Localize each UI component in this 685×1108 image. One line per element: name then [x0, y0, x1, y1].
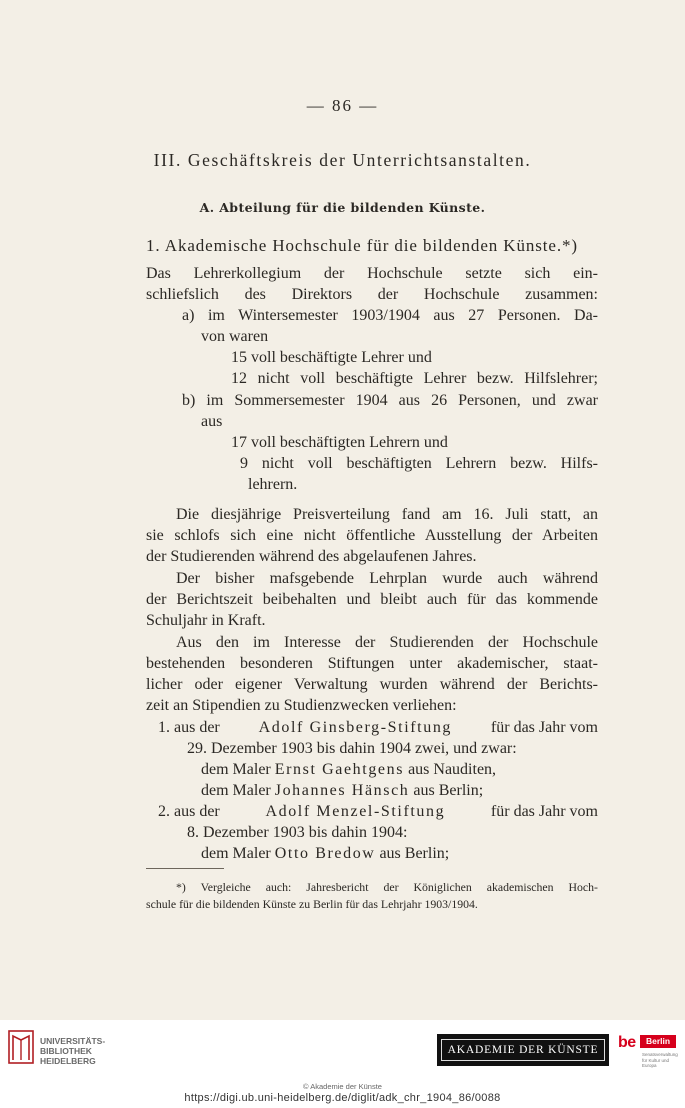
list-item-a: a) im Wintersemester 1903/1904 aus 27 Personen. Da- — [182, 307, 598, 324]
copyright: © Akademie der Künste — [303, 1082, 382, 1091]
item-text: aus Berlin; — [379, 845, 450, 862]
foundation-name: Adolf Ginsberg-Stiftung — [258, 719, 453, 736]
logo-line: BIBLIOTHEK — [40, 1046, 92, 1056]
body-line: der Studierenden während des abgelaufenen Jahres. — [146, 548, 477, 565]
stipend-item-2 — [158, 803, 598, 821]
list-item-b: b) im Sommersemester 1904 aus 26 Personen, und zwar — [182, 392, 598, 409]
recipient-name: Otto Bredow — [274, 845, 376, 862]
body-line: von waren — [201, 328, 269, 345]
body-line: 17 voll beschäftigten Lehrern und — [231, 434, 448, 451]
item-text: für das Jahr vom — [490, 719, 598, 736]
body-line: 29. Dezember 1903 bis dahin 1904 zwei, und zwar: — [187, 740, 517, 757]
item-text: für das Jahr vom — [490, 803, 598, 820]
footnote-line: schule für die bildenden Künste zu Berlin für das Lehrjahr 1903/1904. — [146, 897, 478, 911]
berlin-logo-be: be — [618, 1034, 636, 1051]
body-line: 15 voll beschäftigte Lehrer und — [231, 349, 432, 366]
akademie-logo[interactable] — [437, 1034, 609, 1066]
item-text: dem Maler — [201, 845, 271, 862]
recipient-name: Ernst Gaehtgens — [274, 761, 405, 778]
caption-line: für Kultur und Europa — [642, 1057, 670, 1068]
berlin-logo-box: Berlin — [640, 1035, 676, 1048]
body-line: 8. Dezember 1903 bis dahin 1904: — [187, 824, 408, 841]
body-line: sie schlofs sich eine nicht öffentliche Ausstellung der Arbeiten — [146, 527, 598, 544]
body-line: lehrern. — [248, 476, 298, 493]
recipient-line — [201, 782, 483, 800]
university-library-logo-text — [40, 1036, 105, 1066]
body-line: aus — [201, 413, 223, 430]
footnote-divider — [146, 868, 224, 869]
body-line: licher oder eigener Verwaltung wurden während der Berichts- — [146, 676, 598, 693]
body-line: Schuljahr in Kraft. — [146, 612, 266, 629]
berlin-logo-caption — [642, 1052, 678, 1069]
berlin-logo[interactable] — [618, 1034, 678, 1068]
body-line: schliefslich des Direktors der Hochschule zusammen: — [146, 286, 598, 303]
item-text: aus Nauditen, — [408, 761, 497, 778]
recipient-name: Johannes Hänsch — [274, 782, 410, 799]
body-line: der Berichtszeit beibehalten und bleibt auch für das kommende — [146, 591, 598, 608]
caption-line: Senatsverwaltung — [642, 1052, 678, 1057]
subsection-title: A. Abteilung für die bildenden Künste. — [199, 200, 486, 215]
permalink[interactable]: https://digi.ub.uni-heidelberg.de/diglit/adk_chr_1904_86/0088 — [184, 1092, 501, 1104]
body-line: zeit an Stipendien zu Studienzwecken verliehen: — [146, 697, 457, 714]
foundation-name: Adolf Menzel-Stiftung — [265, 803, 446, 820]
stipend-item-1 — [158, 719, 598, 737]
footnote-line: *) Vergleiche auch: Jahresbericht der Königlichen akademischen Hoch- — [176, 880, 598, 894]
recipient-line — [201, 845, 449, 863]
page-number: — 86 — — [306, 96, 379, 115]
section-title: III. Geschäftskreis der Unterrichtsanstalten. — [153, 150, 532, 170]
item-text: dem Maler — [201, 782, 271, 799]
body-line: Aus den im Interesse der Studierenden der Hochschule — [176, 634, 598, 651]
item-text: dem Maler — [201, 761, 271, 778]
body-line: Das Lehrerkollegium der Hochschule setzte sich ein- — [146, 265, 598, 282]
recipient-line — [201, 761, 496, 779]
body-line: bestehenden besonderen Stiftungen unter akademischer, staat- — [146, 655, 598, 672]
logo-line: HEIDELBERG — [40, 1056, 96, 1066]
body-line: 12 nicht voll beschäftigte Lehrer bezw. Hilfslehrer; — [231, 370, 598, 387]
university-library-logo-icon — [8, 1030, 34, 1064]
akademie-label: AKADEMIE DER KÜNSTE — [441, 1039, 605, 1061]
item-text: 1. aus der — [158, 719, 220, 736]
item-text: aus Berlin; — [413, 782, 484, 799]
item-text: 2. aus der — [158, 803, 220, 820]
body-line: Der bisher mafsgebende Lehrplan wurde auch während — [176, 570, 598, 587]
body-line: 9 nicht voll beschäftigten Lehrern bezw. Hilfs- — [240, 455, 598, 472]
logo-line: UNIVERSITÄTS- — [40, 1036, 106, 1046]
heading: 1. Akademische Hochschule für die bildenden Künste.*) — [146, 236, 578, 255]
body-line: Die diesjährige Preisverteilung fand am 16. Juli statt, an — [176, 506, 598, 523]
